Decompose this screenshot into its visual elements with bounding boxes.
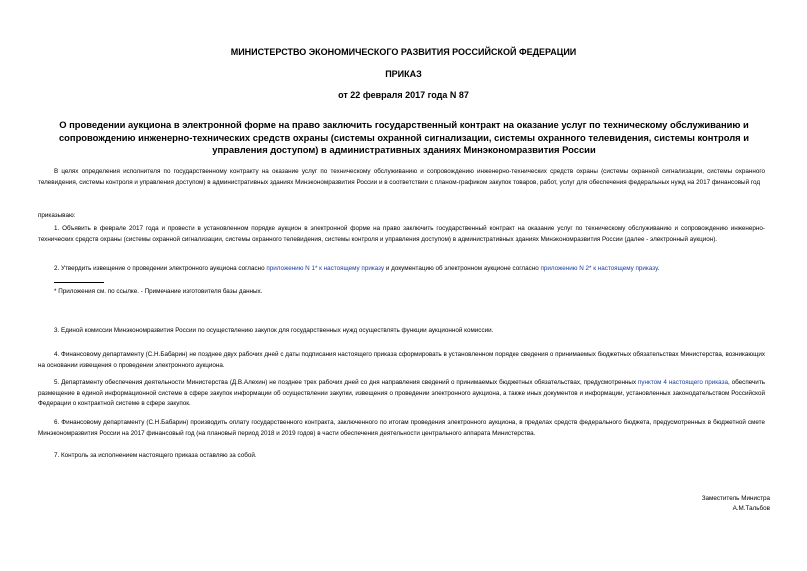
item-1-paragraph: 1. Объявить в феврале 2017 года и провести в установленном порядке аукцион в электронной форме на право заключить государственный контракт на оказание услуг по техническому обслуживанию и сопровождению инженерно-технических средств охраны (системы охранной сигнализации, системы охранного телевидения, системы контроля и управления доступом) в административных зданиях Минэкономразвития России (далее - электронный аукцион). <box>38 225 765 243</box>
footnote: * Приложения см. по ссылке. - Примечание изготовителя базы данных. <box>54 288 263 295</box>
signature-block <box>702 494 770 514</box>
item-4-paragraph: 4. Финансовому департаменту (С.Н.Бабарин) не позднее двух рабочих дней с даты подписания настоящего приказа сформировать в установленном порядке сведения о принимаемых бюджетных обязательствах Министерства, возникающих на основании извещения о проведении электронного аукциона. <box>38 351 765 369</box>
appendix-1-link[interactable]: приложению N 1* к настоящему приказу <box>266 265 385 272</box>
item-5-text-a: 5. Департаменту обеспечения деятельности Министерства (Д.В.Алехин) не позднее трех рабочих дней со дня направления сведений о принимаемых бюджетных обязательствах, предусмотренных <box>54 379 638 386</box>
item-2-text-a: 2. Утвердить извещение о проведении электронного аукциона согласно <box>54 265 267 272</box>
item-3-paragraph: 3. Единой комиссии Минэкономразвития России по осуществлению закупок для государственных нужд осуществлять функции аукционной комиссии. <box>54 327 494 334</box>
ministry-heading: МИНИСТЕРСТВО ЭКОНОМИЧЕСКОГО РАЗВИТИЯ РОССИЙСКОЙ ФЕДЕРАЦИИ <box>230 47 577 57</box>
appendix-2-link[interactable]: приложению N 2* к настоящему приказу <box>540 265 658 272</box>
item-5-text-b: , обеспечить размещение в единой информационной системе в сфере закупок информации об осуществлении закупки, извещения о проведении электронного аукциона, а также иных документов и информации, установленных законодательством Российской Федерации о контрактной системе в сфере закупок. <box>38 379 765 408</box>
document-title: О проведении аукциона в электронной форме на право заключить государственный контракт на оказание услуг по техническому обслуживанию и сопровождению инженерно-технических средств охраны (системы охранной сигнализации, системы охранного телевидения, системы контроля и управления доступом) в административных зданиях Минэкономразвития России <box>58 119 750 155</box>
doc-date-number: от 22 февраля 2017 года N 87 <box>338 90 469 100</box>
order-word: приказываю: <box>38 212 76 219</box>
doc-type-heading: ПРИКАЗ <box>385 69 422 79</box>
item-2-text-c: . <box>657 265 660 272</box>
item-7-paragraph: 7. Контроль за исполнением настоящего приказа оставляю за собой. <box>54 452 257 459</box>
signatory-name: А.М.Тальбов <box>732 505 770 512</box>
preamble-paragraph: В целях определения исполнителя по государственному контракту на оказание услуг по техническому обслуживанию и сопровождению инженерно-технических средств охраны (системы охранной сигнализации, системы охранного телевидения, системы контроля и управления доступом) в административных зданиях Минэкономразвития России и в соответствии с планом-графиком закупок товаров, работ, услуг для обеспечения федеральных нужд на 2017 финансовый год <box>38 168 765 186</box>
item-5-paragraph <box>38 378 765 410</box>
footnote-divider <box>54 282 104 283</box>
item-2-paragraph <box>38 264 765 275</box>
item-2-text-b: и документацию об электронном аукционе согласно <box>384 265 541 272</box>
item-4-reference-link[interactable]: пунктом 4 настоящего приказа <box>638 379 728 386</box>
item-6-paragraph: 6. Финансовому департаменту (С.Н.Бабарин) производить оплату государственного контракта, заключенного по итогам проведения электронного аукциона, в пределах средств федерального бюджета, предусмотренных в бюджетной смете Минэкономразвития России на 2017 финансовый год (на плановый период 2018 и 2019 годов) в части обеспечения деятельности центрального аппарата Министерства. <box>38 419 765 437</box>
signatory-position: Заместитель Министра <box>701 495 770 502</box>
